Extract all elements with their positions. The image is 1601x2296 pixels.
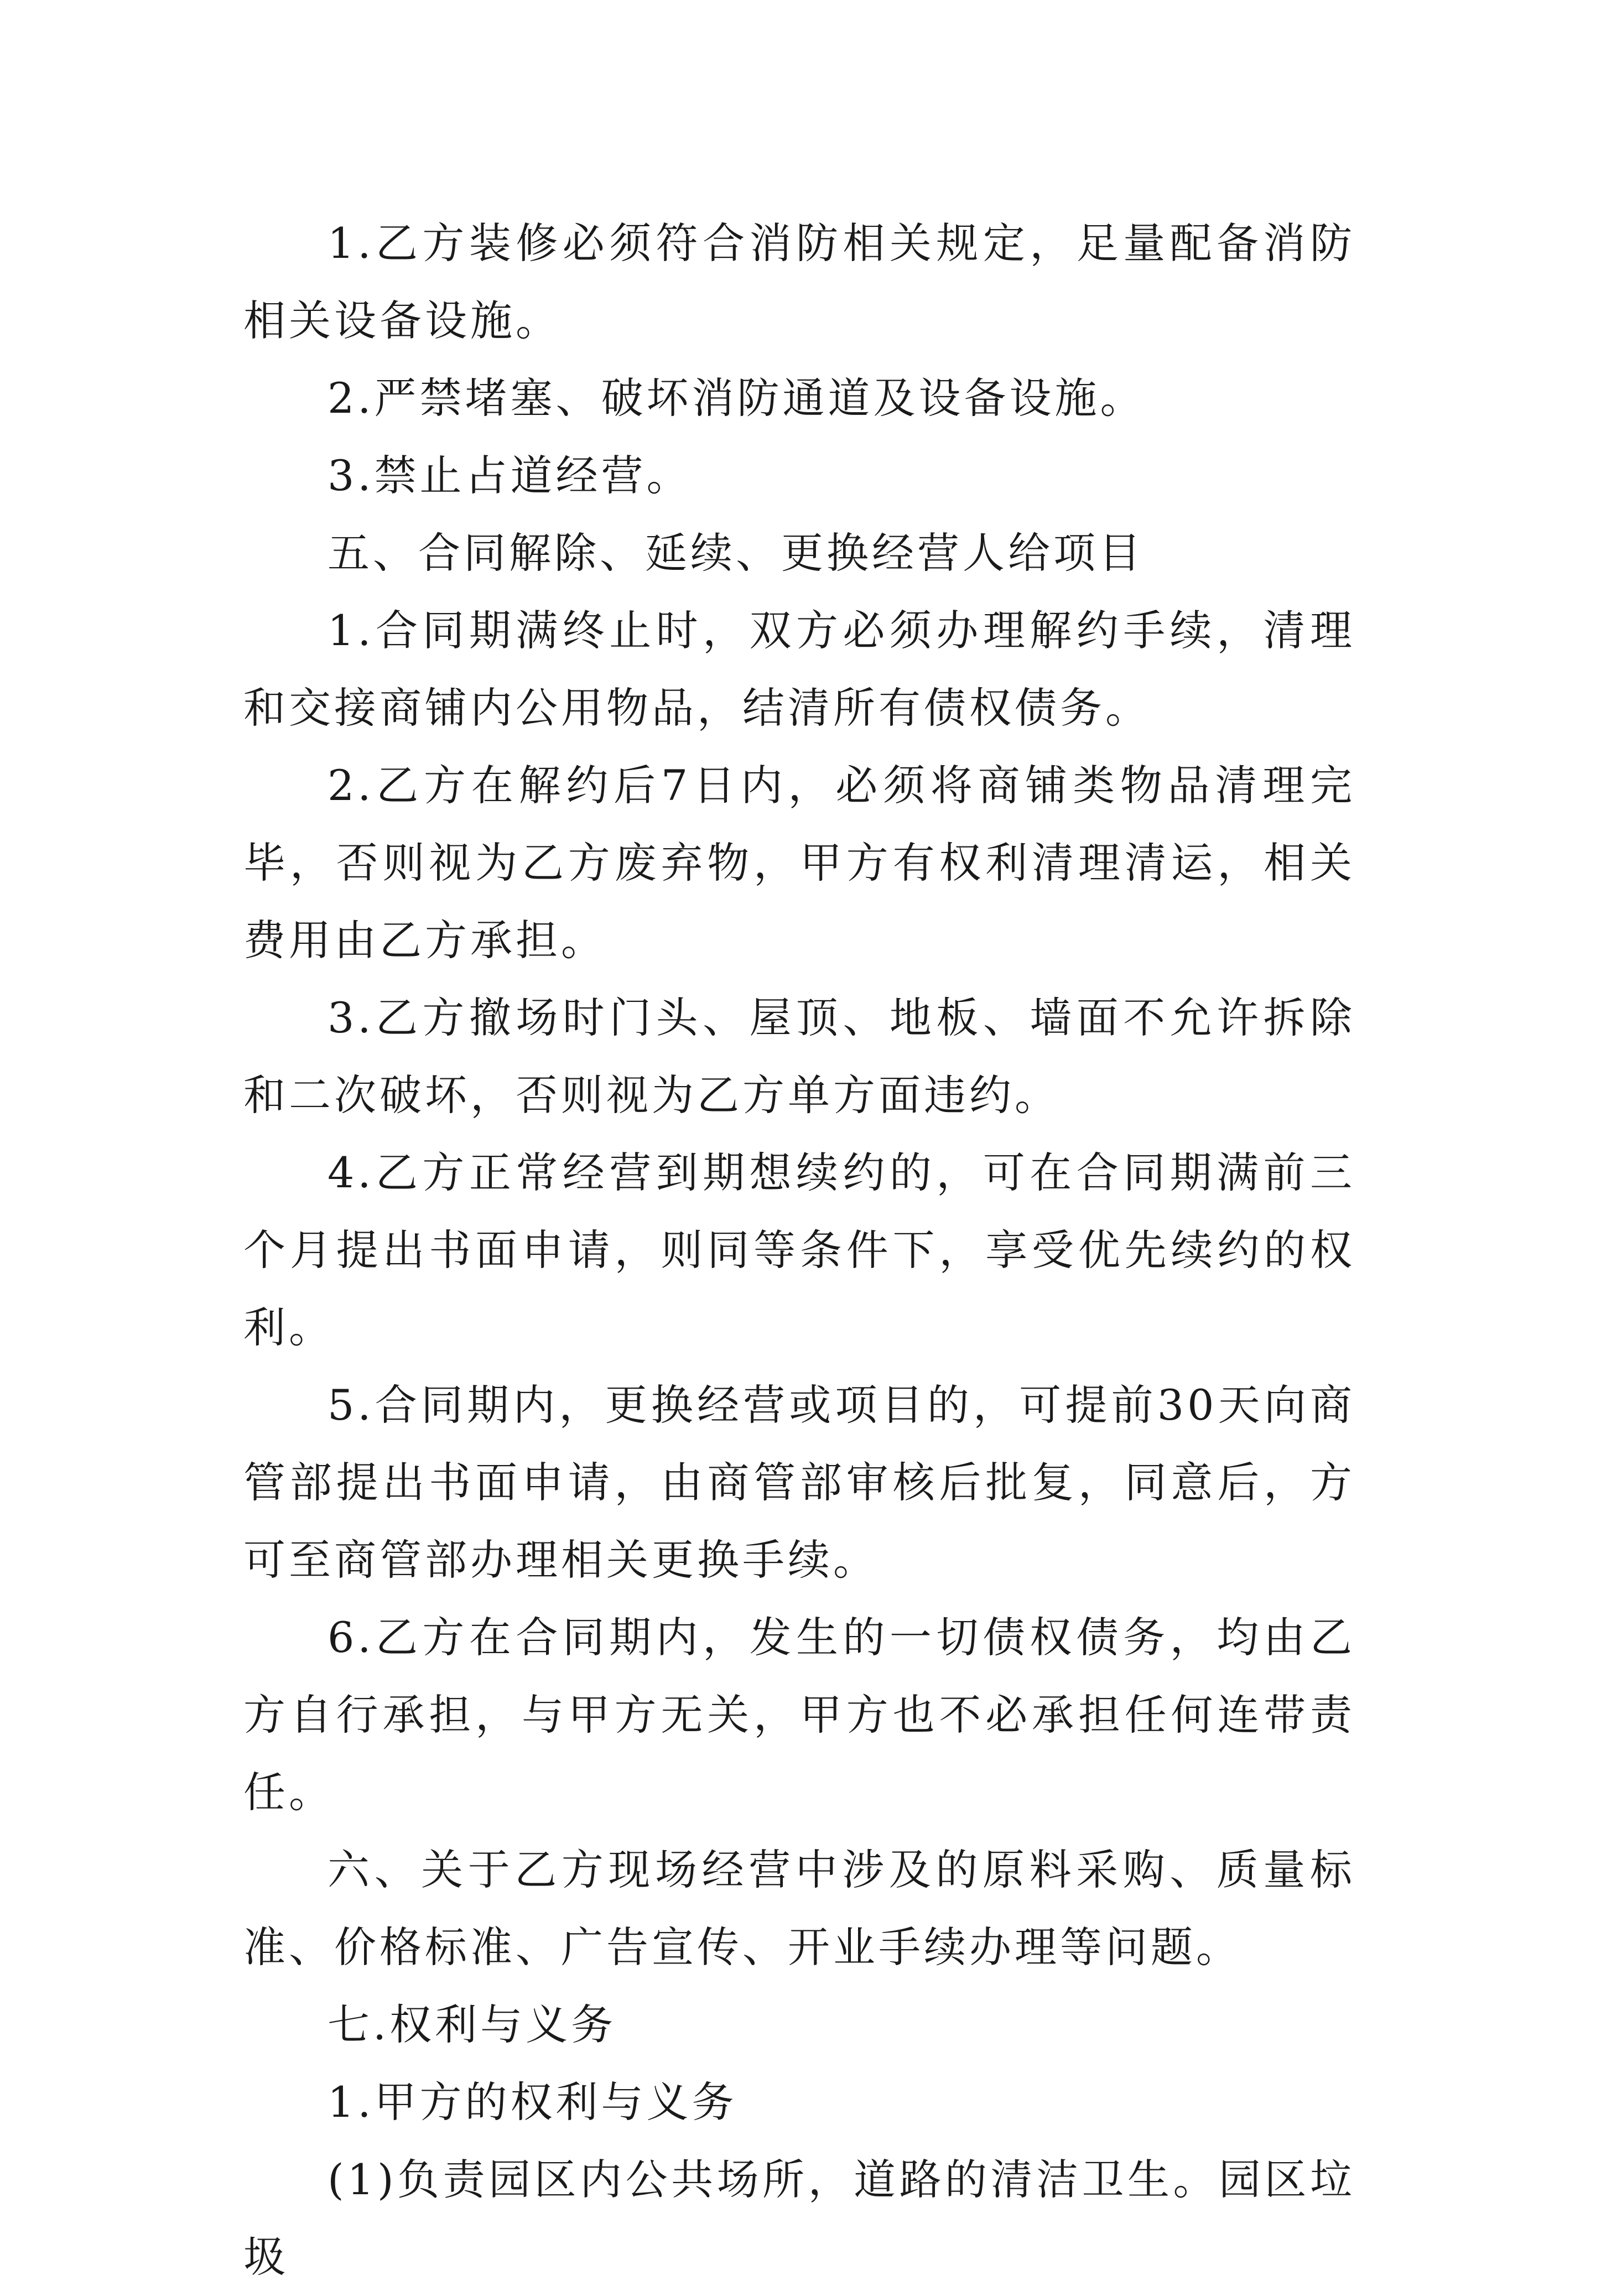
section-heading-six: 六、关于乙方现场经营中涉及的原料采购、质量标准、价格标准、广告宣传、开业手续办理等问题。 [243,1845,1355,1972]
section-heading-five: 五、合同解除、延续、更换经营人给项目 [328,528,1144,578]
clause-cleaning: (1)负责园区内公共场所，道路的清洁卫生。园区垃圾 [243,2155,1355,2282]
clause-fire-passage: 2.严禁堵塞、破坏消防通道及设备设施。 [328,373,1146,423]
clause-no-demolition: 3.乙方撤场时门头、屋顶、地板、墙面不允许拆除和二次破坏，否则视为乙方单方面违约。 [243,993,1355,1120]
document-body [243,205,1355,2296]
clause-debts: 6.乙方在合同期内，发生的一切债权债务，均由乙方自行承担，与甲方无关，甲方也不必承担任何连带责任。 [243,1613,1355,1817]
clause-no-road-occupation: 3.禁止占道经营。 [328,451,692,500]
clause-fire-decoration: 1.乙方装修必须符合消防相关规定，足量配备消防相关设备设施。 [243,219,1355,345]
clause-contract-termination: 1.合同期满终止时，双方必须办理解约手续，清理和交接商铺内公用物品，结清所有债权债务。 [243,606,1355,733]
clause-clearance: 2.乙方在解约后7日内，必须将商铺类物品清理完毕，否则视为乙方废弃物，甲方有权利清理清运，相关费用由乙方承担。 [243,761,1355,965]
clause-renewal: 4.乙方正常经营到期想续约的，可在合同期满前三个月提出书面申请，则同等条件下，享受优先续约的权利。 [243,1148,1355,1352]
section-heading-seven: 七.权利与义务 [328,2000,617,2049]
subheading-party-a-rights: 1.甲方的权利与义务 [328,2077,737,2127]
clause-change-operation: 5.合同期内，更换经营或项目的，可提前30天向商管部提出书面申请，由商管部审核后批复，同意后，方可至商管部办理相关更换手续。 [243,1380,1355,1585]
